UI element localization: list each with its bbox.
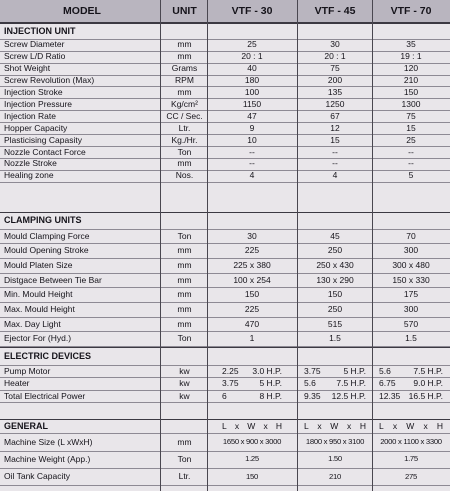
spec-unit: kw [179, 365, 190, 376]
spec-row [0, 63, 450, 75]
row-divider [0, 86, 450, 87]
row-divider [0, 365, 450, 366]
spec-value: 150 [403, 87, 419, 98]
spec-value: 10 [247, 134, 257, 145]
dimension-letter: H [275, 421, 282, 432]
spec-row [0, 243, 450, 258]
spec-row [0, 110, 450, 122]
spec-value-part: 5.6 [379, 365, 391, 376]
spec-value: 200 [327, 75, 343, 86]
spec-unit: mm [177, 436, 192, 447]
spec-unit: Ton [177, 333, 192, 344]
row-divider [0, 212, 450, 213]
spec-value: 20 : 1 [324, 51, 346, 62]
spec-value: 20 : 1 [241, 51, 263, 62]
section-title: CLAMPING UNITS [4, 215, 82, 226]
spec-value: 1.5 [405, 333, 417, 344]
spec-unit: Kg./Hr. [171, 134, 198, 145]
spec-unit: mm [177, 289, 192, 300]
row-divider [0, 243, 450, 244]
spec-unit: mm [177, 259, 192, 270]
spec-label: Shot Weight [4, 63, 51, 74]
row-divider [0, 258, 450, 259]
spec-unit: Ltr. [178, 122, 191, 133]
spec-value: 515 [327, 318, 343, 329]
spec-value: 570 [403, 318, 419, 329]
spec-value-part: 16.5 H.P. [408, 390, 443, 401]
spec-value-pair [208, 365, 296, 378]
spec-value-pair [208, 390, 296, 403]
spec-label: Mould Opening Stroke [4, 245, 89, 256]
spec-label: Pump Motor [4, 365, 51, 376]
column-divider [207, 0, 208, 491]
spec-value: 47 [247, 110, 257, 121]
spec-value-pair [373, 365, 449, 378]
spec-row [0, 229, 450, 244]
spec-value-pair [298, 377, 372, 390]
dimension-letter: H [359, 421, 366, 432]
row-divider [0, 170, 450, 171]
spec-unit: mm [177, 158, 192, 169]
row-divider [0, 377, 450, 378]
spec-value: 70 [406, 230, 416, 241]
row-divider [0, 134, 450, 135]
spec-label: Injection Rate [4, 110, 56, 121]
spec-value-part: 6 [222, 390, 227, 401]
spec-value: 300 [403, 245, 419, 256]
spec-value-part: 9.35 [304, 390, 321, 401]
unit-header: UNIT [172, 4, 197, 17]
spec-row [0, 365, 450, 378]
spec-label: Max. Mould Height [4, 304, 75, 315]
spec-value: 1.75 [404, 454, 418, 464]
spec-row [0, 377, 450, 390]
row-divider [0, 146, 450, 147]
spec-value: 275 [405, 471, 417, 481]
spec-row [0, 158, 450, 170]
model-vtf45-header: VTF - 45 [314, 4, 356, 17]
spec-value: 130 x 290 [316, 274, 354, 285]
dimension-letter: x [423, 421, 428, 432]
spec-unit: CC / Sec. [166, 110, 203, 121]
spec-unit: Ton [177, 454, 192, 465]
spec-value: 35 [406, 39, 416, 50]
spec-unit: mm [177, 87, 192, 98]
spec-label: Injection Stroke [4, 87, 63, 98]
spec-value: 250 [327, 245, 343, 256]
row-divider [0, 23, 450, 24]
dimension-letter: x [263, 421, 268, 432]
spec-unit: Kg/cm² [171, 98, 198, 109]
spec-value: 250 x 430 [316, 259, 354, 270]
spec-row [0, 122, 450, 134]
row-divider [0, 98, 450, 99]
dimension-letter: W [247, 421, 256, 432]
spec-label: Screw Diameter [4, 39, 65, 50]
spec-value: 100 [244, 87, 260, 98]
spec-value: -- [249, 158, 255, 169]
spec-value: 120 [403, 63, 419, 74]
spec-unit: mm [177, 318, 192, 329]
section-title-row [0, 348, 450, 365]
spec-unit: Ton [177, 230, 192, 241]
spec-value: 25 [247, 39, 257, 50]
spec-unit: Nos. [175, 170, 194, 181]
spec-value: 210 [329, 471, 341, 481]
spec-unit: kw [179, 390, 190, 401]
spec-value: 15 [330, 134, 340, 145]
spec-label: Nozzle Stroke [4, 158, 57, 169]
spec-value-pair [208, 377, 296, 390]
spec-value-part: 9.0 H.P. [413, 378, 443, 389]
spec-label: Oil Tank Capacity [4, 471, 70, 482]
section-title-row [0, 24, 450, 39]
spec-row [0, 51, 450, 63]
column-divider [297, 0, 298, 491]
spec-value: 300 x 480 [392, 259, 430, 270]
spec-value-part: 3.75 [222, 378, 239, 389]
spec-value: 150 x 330 [392, 274, 430, 285]
row-divider [0, 390, 450, 391]
spec-value: 300 [403, 304, 419, 315]
spec-unit: RPM [175, 75, 194, 86]
row-divider [0, 331, 450, 332]
spec-value: 25 [406, 134, 416, 145]
spec-value-part: 2.25 [222, 365, 239, 376]
spec-unit: mm [177, 304, 192, 315]
spec-value: 75 [330, 63, 340, 74]
spec-row [0, 287, 450, 302]
spec-value: 1650 x 900 x 3000 [222, 437, 282, 447]
header-row [0, 0, 450, 22]
spec-row [0, 75, 450, 87]
spec-row [0, 468, 450, 485]
row-divider [0, 273, 450, 274]
spec-row [0, 451, 450, 468]
row-divider [0, 419, 450, 420]
spec-value-part: 3.0 H.P. [252, 365, 282, 376]
row-divider [0, 122, 450, 123]
spec-unit: Ltr. [178, 471, 191, 482]
spec-value: 175 [403, 289, 419, 300]
spec-value-pair [373, 390, 449, 403]
row-divider [0, 287, 450, 288]
spec-label: Ejector For (Hyd.) [4, 333, 72, 344]
spec-value: 1250 [325, 98, 345, 109]
column-divider [372, 0, 373, 491]
dimension-letter: x [392, 421, 398, 432]
spec-row [0, 331, 450, 346]
spec-value: 470 [244, 318, 260, 329]
spec-value: 225 [244, 304, 260, 315]
spec-value-part: 7.5 H.P. [336, 378, 366, 389]
column-divider [160, 0, 161, 491]
spec-row [0, 39, 450, 51]
spec-value: 210 [403, 75, 419, 86]
section-title: GENERAL [4, 421, 49, 432]
spec-unit: mm [177, 51, 192, 62]
spec-label: Screw Revolution (Max) [4, 75, 95, 86]
spec-value: -- [408, 146, 414, 157]
spec-value: 1300 [401, 98, 421, 109]
section-title: INJECTION UNIT [4, 25, 76, 36]
spec-value: 19 : 1 [400, 51, 422, 62]
spec-value: -- [408, 158, 414, 169]
dimension-letter: L [222, 421, 227, 432]
spec-value-part: 3.75 [304, 365, 321, 376]
spec-row [0, 170, 450, 182]
spec-value: 150 [246, 471, 258, 481]
row-divider [0, 302, 450, 303]
row-divider [0, 317, 450, 318]
section-title-row [0, 420, 450, 433]
spec-label: Mould Clamping Force [4, 230, 90, 241]
spec-value: 100 x 254 [233, 274, 271, 285]
spec-row [0, 98, 450, 110]
dimension-label-group [373, 420, 449, 433]
spec-value-part: 12.35 [379, 390, 401, 401]
spec-value: 225 [244, 245, 260, 256]
spec-value: 1800 x 950 x 3100 [305, 437, 365, 447]
spec-row [0, 86, 450, 98]
spec-label: Plasticising Capasity [4, 134, 82, 145]
row-divider [0, 63, 450, 64]
spec-unit: kw [179, 378, 190, 389]
spec-label: Min. Mould Height [4, 289, 73, 300]
spec-row [0, 433, 450, 450]
spec-row [0, 258, 450, 273]
spec-value: 250 [327, 304, 343, 315]
spec-label: Injection Pressure [4, 98, 73, 109]
spec-value: -- [332, 158, 338, 169]
spec-unit: Grams [171, 63, 198, 74]
spec-value: 5 [408, 170, 414, 181]
spec-value: 1.25 [245, 454, 259, 464]
row-divider [0, 110, 450, 111]
model-vtf70-header: VTF - 70 [390, 4, 432, 17]
spec-label: Machine Size (L xWxH) [4, 436, 93, 447]
spec-label: Max. Day Light [4, 318, 61, 329]
dimension-letter: x [346, 421, 352, 432]
dimension-letter: x [234, 421, 240, 432]
row-divider [0, 485, 450, 486]
spec-label: Hopper Capacity [4, 122, 68, 133]
spec-label: Nozzle Contact Force [4, 146, 86, 157]
spec-value-part: 7.5 H.P. [413, 365, 443, 376]
spec-value: 225 x 380 [233, 259, 271, 270]
spec-unit: mm [177, 39, 192, 50]
spec-unit: Ton [177, 146, 192, 157]
spec-value-part: 5 H.P. [259, 378, 282, 389]
row-divider [0, 39, 450, 40]
row-divider [0, 229, 450, 230]
spec-label: Distgace Between Tie Bar [4, 274, 102, 285]
dimension-letter: W [330, 421, 339, 432]
row-divider [0, 347, 450, 348]
spec-value-pair [373, 377, 449, 390]
dimension-label-group [208, 420, 296, 433]
model-vtf30-header: VTF - 30 [231, 4, 273, 17]
dimension-letter: L [304, 421, 309, 432]
row-divider [0, 182, 450, 183]
spec-row [0, 134, 450, 146]
spec-row [0, 302, 450, 317]
row-divider [0, 433, 450, 434]
spec-label: Heater [4, 378, 30, 389]
spec-value: 4 [332, 170, 338, 181]
spec-label: Machine Weight (App.) [4, 454, 91, 465]
dimension-letter: x [317, 421, 322, 432]
spec-value-part: 5 H.P. [343, 365, 366, 376]
dimension-letter: L [379, 421, 384, 432]
spec-value-part: 5.6 [304, 378, 316, 389]
spec-value: 150 [244, 289, 260, 300]
spec-value-part: 12.5 H.P. [331, 390, 366, 401]
spec-value: 67 [330, 110, 340, 121]
spec-value: 30 [247, 230, 257, 241]
spec-row [0, 146, 450, 158]
spec-value: 4 [249, 170, 255, 181]
spec-label: Healing zone [4, 170, 54, 181]
spec-value: -- [249, 146, 255, 157]
dimension-letter: H [436, 421, 443, 432]
spec-unit: mm [177, 245, 192, 256]
spec-row [0, 273, 450, 288]
spec-unit: mm [177, 274, 192, 285]
spec-value: 150 [327, 289, 343, 300]
section-title-row [0, 213, 450, 229]
dimension-letter: W [406, 421, 415, 432]
spec-row [0, 317, 450, 332]
spec-row [0, 390, 450, 403]
spec-value-part: 6.75 [379, 378, 396, 389]
spec-value: 9 [249, 122, 255, 133]
spec-value: 1.5 [329, 333, 341, 344]
row-divider [0, 51, 450, 52]
spec-value: 75 [406, 110, 416, 121]
spec-label: Screw L/D Ratio [4, 51, 66, 62]
row-divider [0, 402, 450, 403]
spec-value-pair [298, 365, 372, 378]
spec-value: 180 [244, 75, 260, 86]
spec-value: 1 [249, 333, 255, 344]
spec-value: 135 [327, 87, 343, 98]
spec-value: 1150 [242, 98, 262, 109]
row-divider [0, 468, 450, 469]
spec-value: 30 [330, 39, 340, 50]
spec-value: 12 [330, 122, 340, 133]
dimension-label-group [298, 420, 372, 433]
spec-label: Total Electrical Power [4, 390, 86, 401]
model-header: MODEL [63, 4, 101, 17]
row-divider [0, 451, 450, 452]
row-divider [0, 158, 450, 159]
spec-value: 1.50 [328, 454, 342, 464]
row-divider [0, 75, 450, 76]
spec-value: 2000 x 1100 x 3300 [380, 437, 442, 447]
spec-label: Mould Platen Size [4, 259, 73, 270]
spec-value: 40 [247, 63, 257, 74]
spec-value-pair [298, 390, 372, 403]
spec-value: -- [332, 146, 338, 157]
spec-value: 45 [330, 230, 340, 241]
section-title: ELECTRIC DEVICES [4, 350, 92, 361]
spec-value: 15 [406, 122, 416, 133]
spec-value-part: 8 H.P. [259, 390, 282, 401]
